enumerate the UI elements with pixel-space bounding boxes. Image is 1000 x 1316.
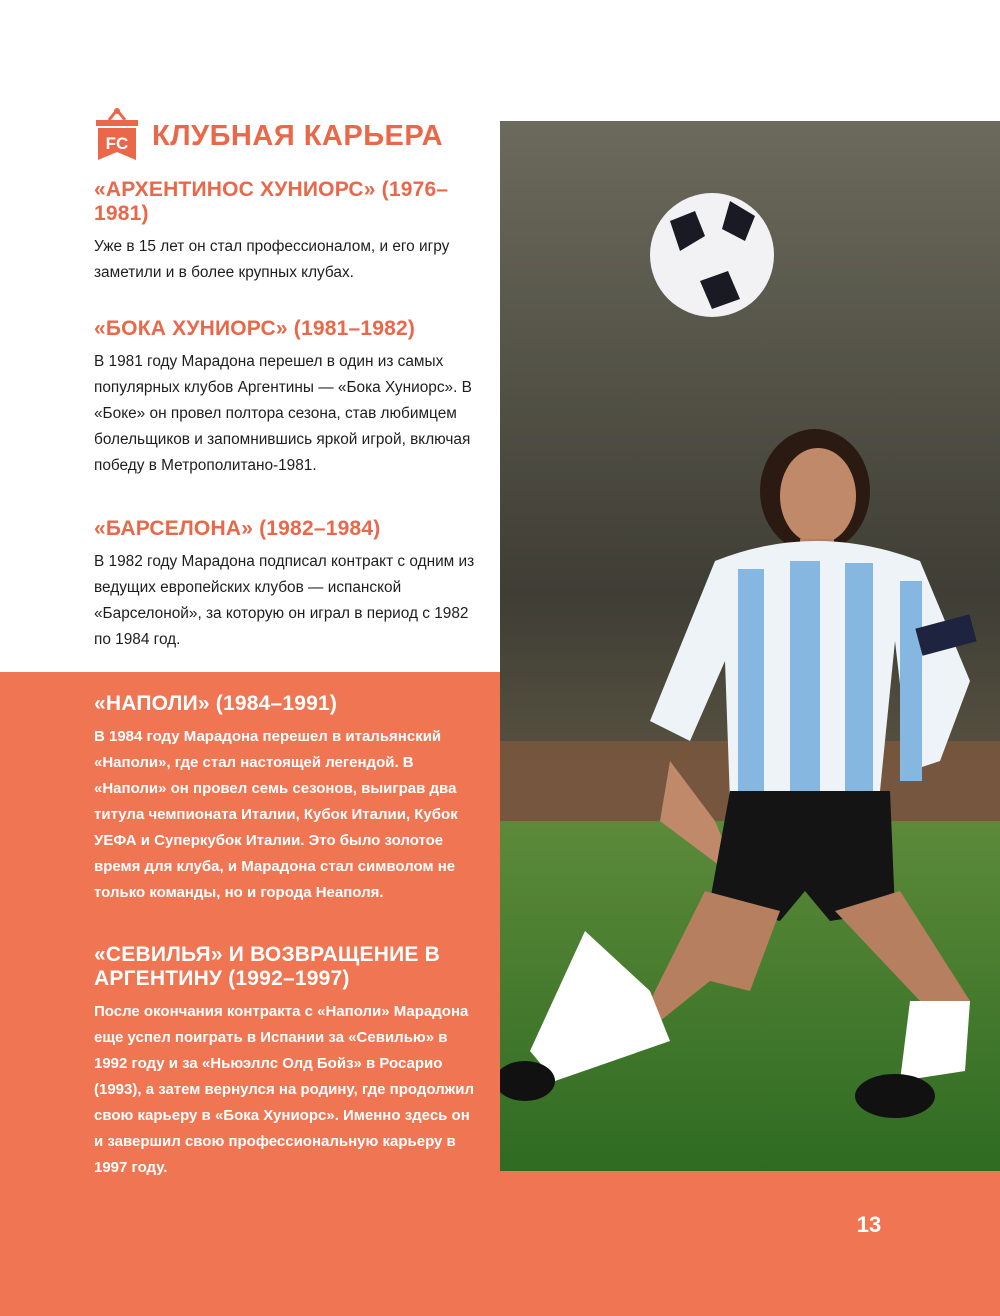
section-body: В 1984 году Марадона перешел в итальянский «Наполи», где стал настоящей легендой. В «Наполи» он провел семь сезонов, выиграв два титула чемпионата Италии, Кубок Италии, Кубок УЕФА и Суперкубок Италии. Это было золотое время для клуба, и Марадона стал символом не только команды, но и города Неаполя. (94, 728, 458, 901)
football-icon (650, 193, 774, 317)
section-body: В 1981 году Марадона перешел в один из самых популярных клубов Аргентины — «Бока Хуниорс». В «Боке» он провел полтора сезона, став любимцем болельщиков и запомнившись яркой игрой, включая победу в Метрополитано-1981. (94, 353, 472, 474)
section-napoli (94, 692, 480, 906)
section-title: «БОКА ХУНИОРС» (1981–1982) (94, 317, 416, 340)
section-title: «СЕВИЛЬЯ» И ВОЗВРАЩЕНИЕ В АРГЕНТИНУ (1992–1997) (94, 943, 440, 990)
page-title: КЛУБНАЯ КАРЬЕРА (152, 119, 444, 152)
section-argentinos (94, 178, 480, 286)
section-body: После окончания контракта с «Наполи» Марадона еще успел поиграть в Испании за «Севилью» в 1992 году и за «Ньюэллс Олд Бойз» в Росарио (1993), а затем вернулся на родину, где продолжил свою карьеру в «Бока Хуниорс». Именно здесь он и завершил свою профессиональную карьеру в 1997 году. (94, 1003, 475, 1176)
football-player-photo (500, 121, 1000, 1171)
page-number: 13 (856, 1212, 882, 1237)
section-title: «АРХЕНТИНОС ХУНИОРС» (1976–1981) (94, 178, 449, 225)
football-club-badge-icon (94, 108, 140, 164)
section-barcelona (94, 517, 480, 653)
section-sevilla (94, 943, 480, 1181)
chapter-header (94, 108, 443, 164)
section-title: «БАРСЕЛОНА» (1982–1984) (94, 517, 381, 540)
section-title: «НАПОЛИ» (1984–1991) (94, 692, 338, 715)
badge-text: FC (105, 134, 129, 153)
section-body: Уже в 15 лет он стал профессионалом, и его игру заметили и в более крупных клубах. (94, 238, 450, 281)
section-boca (94, 317, 480, 479)
section-body: В 1982 году Марадона подписал контракт с одним из ведущих европейских клубов — испанской «Барселоной», за которую он играл в период с 1982 по 1984 год. (94, 553, 475, 648)
